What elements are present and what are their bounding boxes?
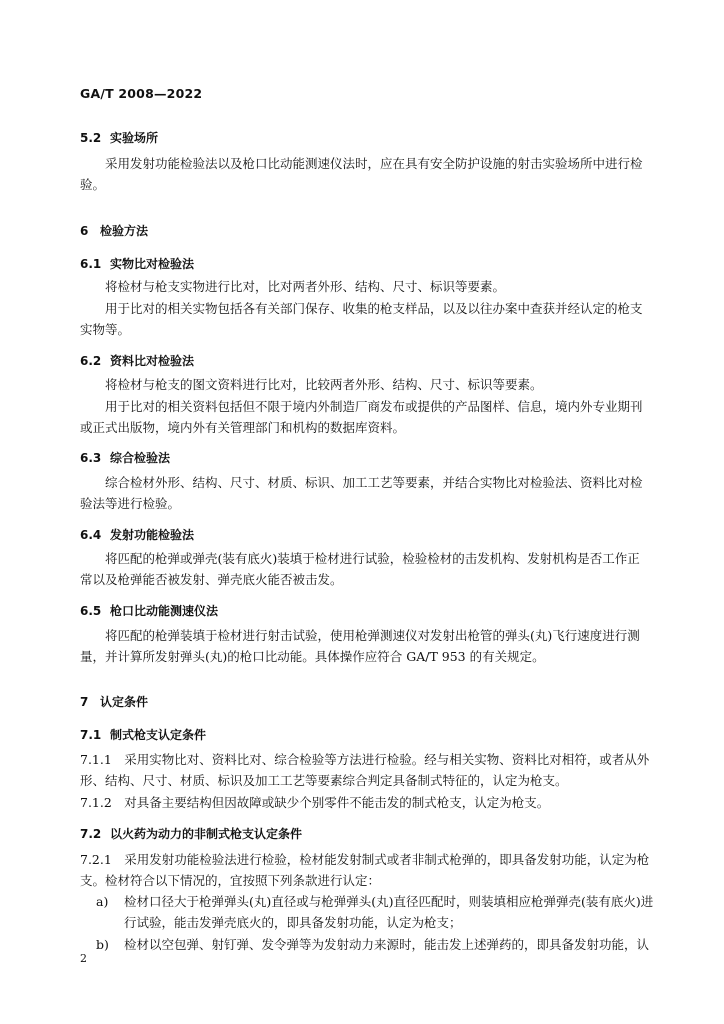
clause-7-1-2: 7.1.2 对具备主要结构但因故障或缺少个别零件不能击发的制式枪支，认定为枪支。 — [80, 795, 550, 810]
list-label: b) — [96, 937, 109, 952]
section-title: 发射功能检验法 — [110, 528, 195, 542]
section-number: 6.1 — [80, 257, 102, 271]
paragraph: 综合检材外形、结构、尺寸、材质、标识、加工工艺等要素，并结合实物比对检验法、资料比对检验法等进行检验。 — [80, 475, 643, 511]
section-heading-5-2 — [80, 129, 158, 146]
section-title: 实验场所 — [110, 131, 159, 145]
section-title: 认定条件 — [100, 695, 149, 709]
paragraph: 将匹配的枪弹或弹壳(装有底火)装填于检材进行试验，检验检材的击发机构、发射机构是否工作正常以及枪弹能否被发射、弹壳底火能否被击发。 — [80, 551, 640, 587]
list-label: a) — [96, 894, 109, 909]
section-title: 检验方法 — [100, 224, 149, 238]
section-heading-6-5 — [80, 602, 218, 619]
paragraph: 将检材与枪支实物进行比对，比对两者外形、结构、尺寸、标识等要素。 — [105, 279, 506, 294]
paragraph: 将匹配的枪弹装填于检材进行射击试验，使用枪弹测速仪对发射出枪管的弹头(丸)飞行速度进行测量，并计算所发射弹头(丸)的枪口比动能。具体操作应符合 GA/T 953 的有关规定。 — [80, 628, 640, 664]
clause-7-1-1: 7.1.1 采用实物比对、资料比对、综合检验等方法进行检验。经与相关实物、资料比对相符，或者从外形、结构、尺寸、材质、标识及加工工艺等要素综合判定具备制式特征的，认定为枪支。 — [80, 752, 650, 788]
section-heading-6-1 — [80, 255, 194, 272]
section-title: 枪口比动能测速仪法 — [110, 604, 219, 618]
paragraph: 将检材与枪支的图文资料进行比对，比较两者外形、结构、尺寸、标识等要素。 — [105, 377, 543, 392]
section-heading-6-2 — [80, 352, 194, 369]
section-number: 6.4 — [80, 528, 102, 542]
paragraph: 用于比对的相关资料包括但不限于境内外制造厂商发布或提供的产品图样、信息，境内外专业期刊或正式出版物，境内外有关管理部门和机构的数据库资料。 — [80, 399, 643, 435]
page-number: 2 — [80, 952, 87, 965]
section-heading-7 — [80, 693, 148, 710]
section-number: 7.1 — [80, 728, 102, 742]
standard-header: GA/T 2008—2022 — [80, 86, 203, 101]
section-heading-6-4 — [80, 526, 194, 543]
section-number: 6.3 — [80, 451, 102, 465]
section-heading-6 — [80, 222, 148, 239]
section-heading-7-2 — [80, 825, 302, 842]
section-heading-6-3 — [80, 449, 170, 466]
section-number: 7.2 — [80, 827, 102, 841]
section-title: 以火药为动力的非制式枪支认定条件 — [110, 827, 303, 841]
paragraph: 用于比对的相关实物包括各有关部门保存、收集的枪支样品，以及以往办案中查获并经认定的枪支实物等。 — [80, 301, 643, 337]
section-title: 实物比对检验法 — [110, 257, 195, 271]
list-item-b — [96, 934, 664, 955]
section-number: 6.5 — [80, 604, 102, 618]
paragraph: 采用发射功能检验法以及枪口比动能测速仪法时，应在具有安全防护设施的射击实验场所中进行检验。 — [80, 156, 643, 192]
section-number: 6.2 — [80, 354, 102, 368]
section-title: 资料比对检验法 — [110, 354, 195, 368]
list-text: 检材口径大于枪弹弹头(丸)直径或与枪弹弹头(丸)直径匹配时，则装填相应枪弹弹壳(装有底火)进行试验，能击发弹壳底火的，即具备发射功能，认定为枪支； — [124, 894, 654, 930]
section-number: 6 — [80, 224, 89, 238]
section-title: 制式枪支认定条件 — [110, 728, 207, 742]
section-number: 5.2 — [80, 131, 102, 145]
list-text: 检材以空包弹、射钉弹、发令弹等为发射动力来源时，能击发上述弹药的，即具备发射功能，认 — [124, 937, 650, 952]
clause-7-2-1: 7.2.1 采用发射功能检验法进行检验，检材能发射制式或者非制式枪弹的，即具备发射功能，认定为枪支。检材符合以下情况的，宜按照下列条款进行认定： — [80, 852, 650, 888]
list-item-a — [96, 891, 664, 933]
section-title: 综合检验法 — [110, 451, 171, 465]
section-number: 7 — [80, 695, 89, 709]
section-heading-7-1 — [80, 726, 206, 743]
